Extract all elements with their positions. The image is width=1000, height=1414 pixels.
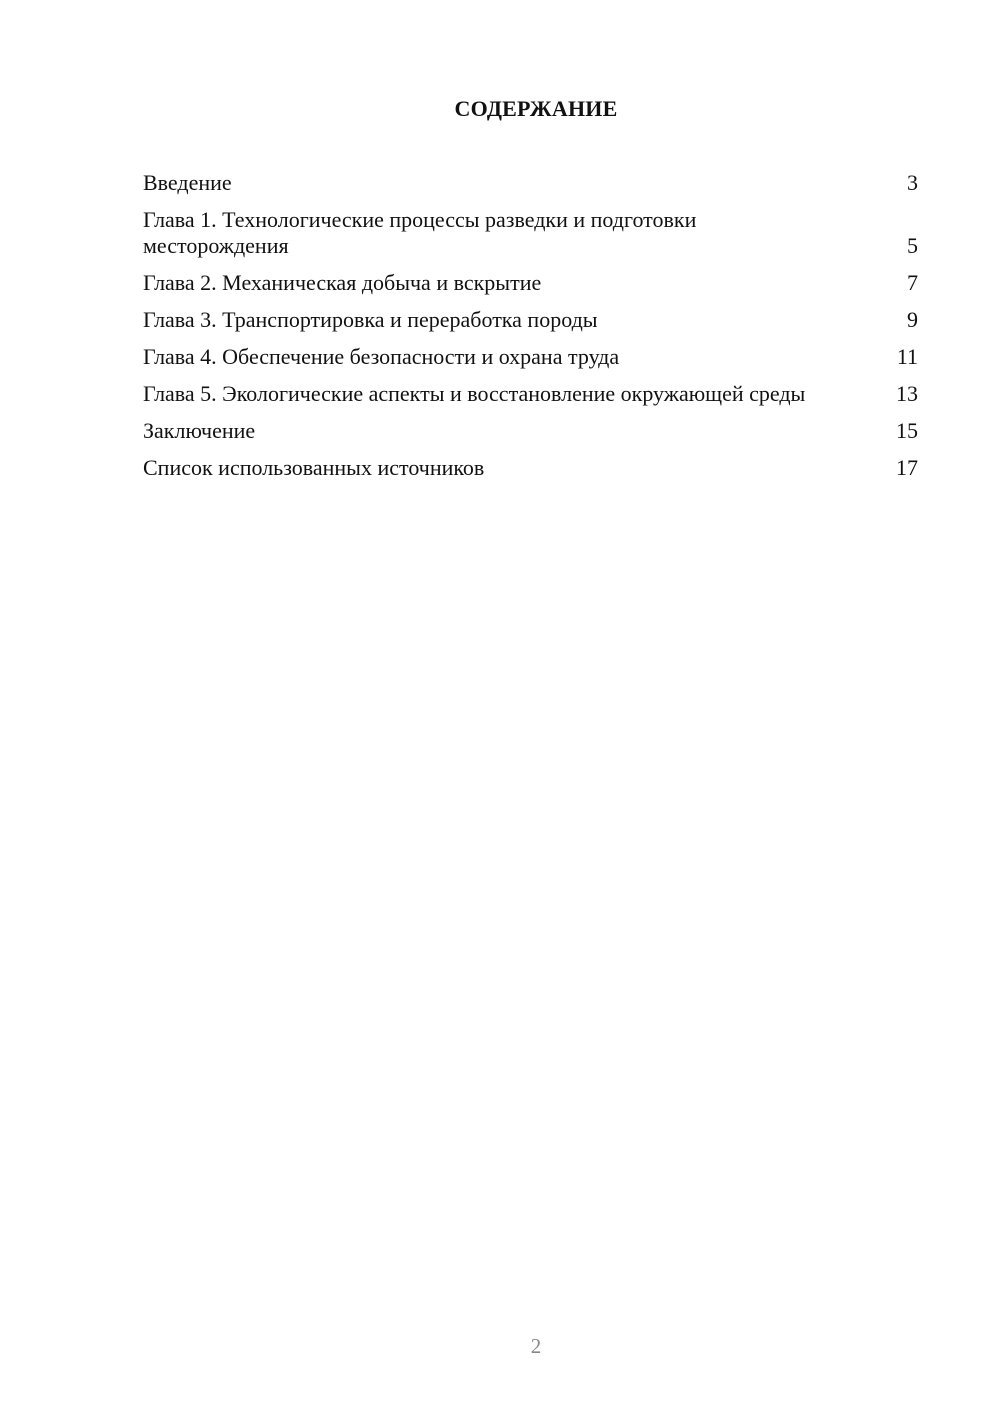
toc-item-label: Глава 3. Транспортировка и переработка породы — [143, 307, 598, 332]
toc-item-label: Глава 1. Технологические процессы разведки и подготовки месторождения — [143, 207, 697, 258]
toc-item-page: 11 — [896, 344, 918, 369]
toc-item-conclusion — [143, 418, 918, 444]
toc-item-page: 17 — [896, 455, 918, 480]
toc-item-label: Введение — [143, 170, 232, 195]
toc-item-label: Глава 2. Механическая добыча и вскрытие — [143, 270, 542, 295]
toc-item-chapter-4 — [143, 344, 918, 370]
toc-item-page: 13 — [896, 381, 918, 406]
toc-item-references — [143, 455, 918, 481]
toc-item-chapter-2 — [143, 270, 918, 296]
toc-item-page: 9 — [907, 307, 918, 332]
toc-item-page: 15 — [896, 418, 918, 443]
toc-item-page: 5 — [907, 233, 918, 258]
toc-item-introduction — [143, 170, 918, 196]
table-of-contents — [143, 170, 918, 492]
toc-item-chapter-3 — [143, 307, 918, 333]
toc-item-label: Заключение — [143, 418, 256, 443]
toc-item-page: 3 — [907, 170, 918, 195]
toc-item-chapter-5 — [143, 381, 918, 407]
toc-title: СОДЕРЖАНИЕ — [454, 96, 618, 121]
toc-item-label: Список использованных источников — [143, 455, 485, 480]
toc-item-label: Глава 4. Обеспечение безопасности и охрана труда — [143, 344, 620, 369]
toc-item-chapter-1 — [143, 207, 918, 259]
toc-item-label: Глава 5. Экологические аспекты и восстановление окружающей среды — [143, 381, 806, 406]
page-number: 2 — [530, 1334, 542, 1358]
toc-item-page: 7 — [907, 270, 918, 295]
